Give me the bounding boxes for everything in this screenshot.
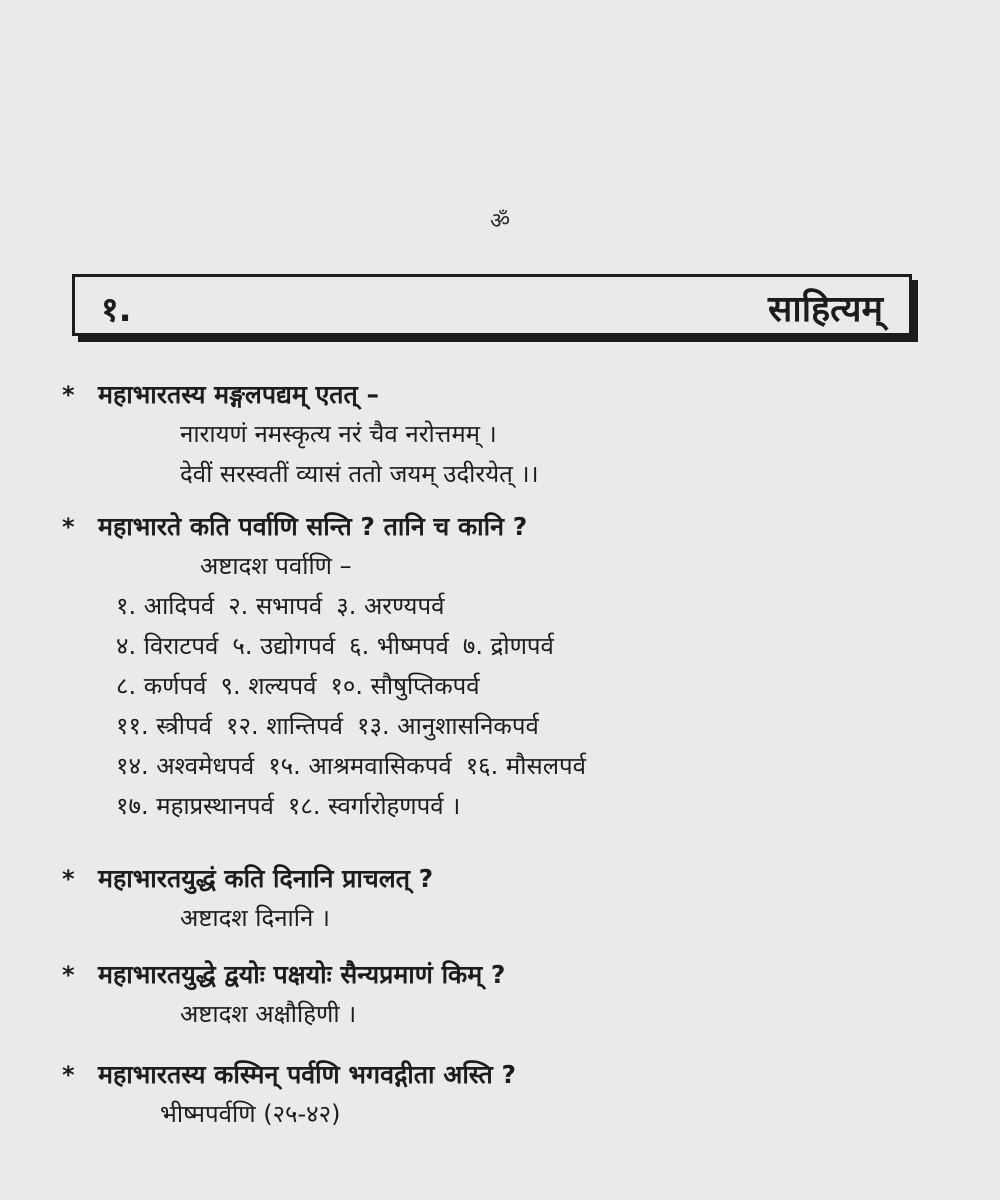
parva-list-line xyxy=(62,706,942,746)
bullet-star-icon: * xyxy=(62,961,75,989)
parva-list-line xyxy=(62,746,942,786)
bullet-star-icon: * xyxy=(62,381,75,409)
question-text: महाभारतयुद्धं कति दिनानि प्राचलत् ? xyxy=(98,864,434,893)
answer-line: अष्टादश पर्वाणि – xyxy=(200,552,352,580)
question xyxy=(62,1056,942,1094)
qa-item-2 xyxy=(62,508,942,826)
parva-item: ९. शल्यपर्व xyxy=(220,672,317,700)
question-text: महाभारते कति पर्वाणि सन्ति ? तानि च कानि ? xyxy=(98,512,528,541)
answer-line: नारायणं नमस्कृत्य नरं चैव नरोत्तमम् । xyxy=(180,420,497,448)
question xyxy=(62,956,942,994)
bullet-star-icon: * xyxy=(62,513,75,541)
answer-line: अष्टादश अक्षौहिणी । xyxy=(180,1000,357,1028)
qa-item-1 xyxy=(62,376,942,494)
qa-item-3 xyxy=(62,860,942,938)
question xyxy=(62,860,942,898)
parva-item: १३. आनुशासनिकपर्व xyxy=(357,712,539,740)
parva-item: १४. अश्वमेधपर्व xyxy=(116,752,255,780)
parva-item: ३. अरण्यपर्व xyxy=(336,592,445,620)
chapter-heading-box xyxy=(72,274,912,336)
qa-item-5 xyxy=(62,1056,942,1134)
parva-item: ४. विराटपर्व xyxy=(116,632,219,660)
parva-item: ११. स्त्रीपर्व xyxy=(116,712,212,740)
bullet-star-icon: * xyxy=(62,1061,75,1089)
parva-list-line xyxy=(62,626,942,666)
question-text: महाभारतयुद्धे द्वयोः पक्षयोः सैन्यप्रमाणं किम् ? xyxy=(98,960,506,989)
parva-list-line xyxy=(62,786,942,826)
chapter-number: १. xyxy=(101,290,132,330)
parva-list-line xyxy=(62,586,942,626)
parva-item: १६. मौसलपर्व xyxy=(465,752,586,780)
parva-item: २. सभापर्व xyxy=(228,592,323,620)
parva-item: १८. स्वर्गारोहणपर्व । xyxy=(287,792,461,820)
parva-item: १. आदिपर्व xyxy=(116,592,215,620)
parva-item: १०. सौषुप्तिकपर्व xyxy=(330,672,480,700)
qa-item-4 xyxy=(62,956,942,1034)
question-text: महाभारतस्य मङ्गलपद्यम् एतत् – xyxy=(98,380,380,409)
question-text: महाभारतस्य कस्मिन् पर्वणि भगवद्गीता अस्ति ? xyxy=(98,1060,516,1089)
parva-list-line xyxy=(62,666,942,706)
om-symbol: ॐ xyxy=(489,209,511,234)
parva-item: ७. द्रोणपर्व xyxy=(462,632,554,660)
parva-item: १७. महाप्रस्थानपर्व xyxy=(116,792,274,820)
answer-line: भीष्मपर्वणि (२५-४२) xyxy=(160,1100,341,1128)
answer-line: देवीं सरस्वतीं व्यासं ततो जयम् उदीरयेत् ।। xyxy=(180,460,539,488)
parva-item: १२. शान्तिपर्व xyxy=(226,712,344,740)
chapter-title: साहित्यम् xyxy=(768,289,883,330)
parva-item: १५. आश्रमवासिकपर्व xyxy=(268,752,452,780)
bullet-star-icon: * xyxy=(62,865,75,893)
parva-item: ६. भीष्मपर्व xyxy=(349,632,449,660)
parva-item: ८. कर्णपर्व xyxy=(116,672,207,700)
question xyxy=(62,508,942,546)
question xyxy=(62,376,942,414)
parva-item: ५. उद्योगपर्व xyxy=(232,632,336,660)
answer-line: अष्टादश दिनानि । xyxy=(180,904,331,932)
